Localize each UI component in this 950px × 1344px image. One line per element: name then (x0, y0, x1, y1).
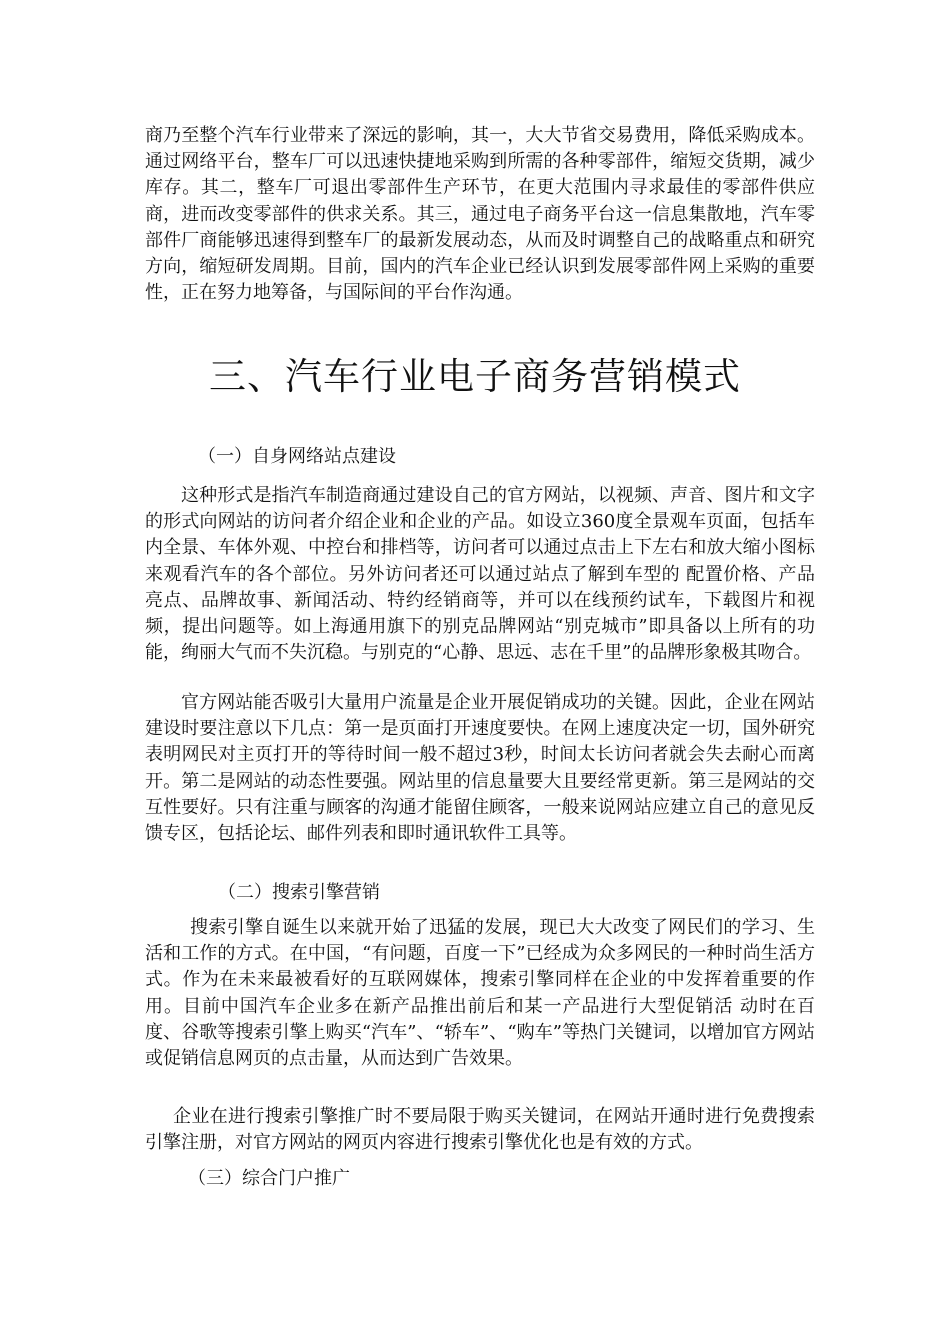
paragraph-intro-continued: 商乃至整个汽车行业带来了深远的影响，其一，大大节省交易费用，降低采购成本。通过网络平台，整车厂可以迅速快捷地采购到所需的各种零部件，缩短交货期，减少库存。其二，整车厂可退出零部件生产环节，在更大范围内寻求最佳的零部件供应商，进而改变零部件的供求关系。其三，通过电子商务平台这一信息集散地，汽车零部件厂商能够迅速得到整车厂的最新发展动态，从而及时调整自己的战略重点和研究方向，缩短研发周期。目前，国内的汽车企业已经认识到发展零部件网上采购的重要性，正在努力地筹备，与国际间的平台作沟通。 (145, 125, 815, 304)
paragraph-own-website: 这种形式是指汽车制造商通过建设自己的官方网站，以视频、声音、图片和文字的形式向网站的访问者介绍企业和企业的产品。如设立360度全景观车页面，包括车内全景、车体外观、中控台和排档等，访问者可以通过点击上下左右和放大缩小图标来观看汽车的各个部位。另外访问者还可以通过站点了解到车型的 配置价格、产品亮点、品牌故事、新闻活动、特约经销商等，并可以在线预约试车，下载图片和视频，提出问题等。如上海通用旗下的别克品牌网站“别克城市”即具备以上所有的功能，绚丽大气而不失沉稳。与别克的“心静、思远、志在千里”的品牌形象极其吻合。 (145, 485, 815, 664)
subheading-own-website: （一）自身网络站点建设 (198, 446, 396, 467)
subheading-portal-promotion: （三）综合门户推广 (188, 1168, 350, 1189)
subheading-search-engine: （二）搜索引擎营销 (218, 882, 380, 903)
paragraph-website-traffic: 官方网站能否吸引大量用户流量是企业开展促销成功的关键。因此，企业在网站建设时要注意以下几点：第一是页面打开速度要快。在网上速度决定一切，国外研究表明网民对主页打开的等待时间一般不超过3秒，时间太长访问者就会失去耐心而离开。第二是网站的动态性要强。网站里的信息量要大且要经常更新。第三是网站的交互性要好。只有注重与顾客的沟通才能留住顾客，一般来说网站应建立自己的意见反馈专区，包括论坛、邮件列表和即时通讯软件工具等。 (145, 692, 815, 845)
paragraph-search-promotion: 企业在进行搜索引擎推广时不要局限于购买关键词，在网站开通时进行免费搜索引擎注册，对官方网站的网页内容进行搜索引擎优化也是有效的方式。 (145, 1106, 815, 1154)
section-heading: 三、汽车行业电子商务营销模式 (209, 355, 741, 398)
paragraph-search-engine: 搜索引擎自诞生以来就开始了迅猛的发展，现已大大改变了网民们的学习、生活和工作的方式。在中国，“有问题，百度一下”已经成为众多网民的一种时尚生活方式。作为在未来最被看好的互联网媒体，搜索引擎同样在企业的中发挥着重要的作用。目前中国汽车企业多在新产品推出前后和某一产品进行大型促销活 动时在百度、谷歌等搜索引擎上购买“汽车”、“轿车”、“购车”等热门关键词，以增加官方网站或促销信息网页的点击量，从而达到广告效果。 (145, 917, 815, 1070)
